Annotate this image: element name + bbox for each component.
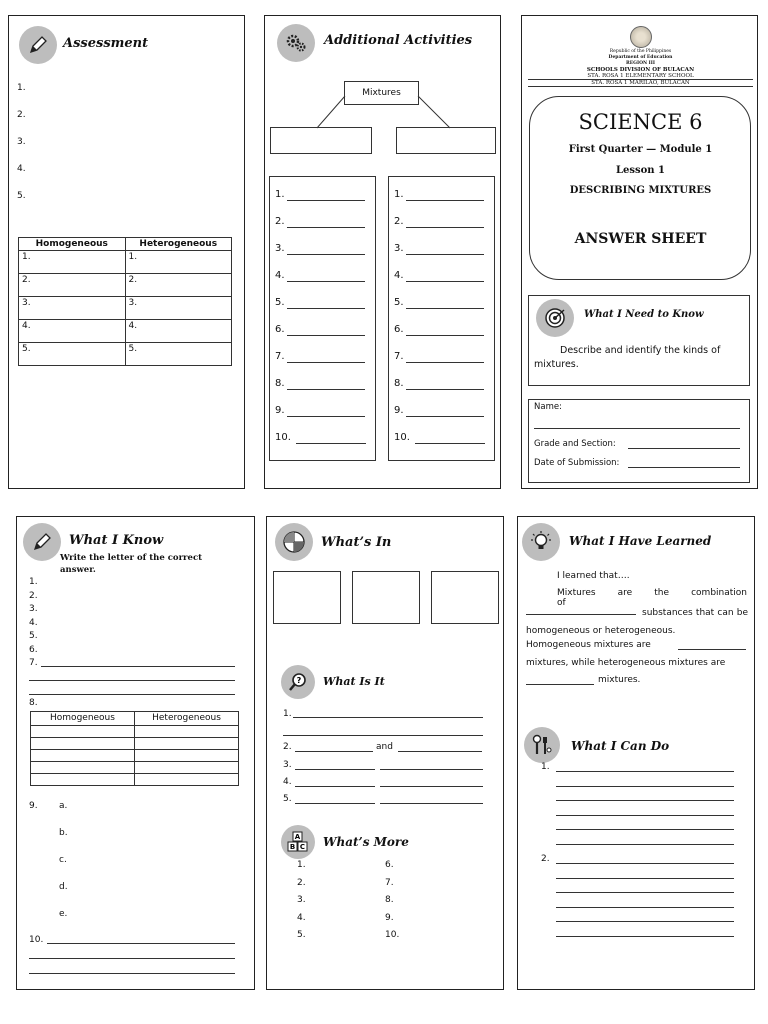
left-list-item: 2. [275, 216, 285, 227]
table-cell[interactable]: 4. [19, 320, 126, 343]
whats-more-item: 9. [385, 912, 394, 923]
answer-line[interactable] [287, 335, 365, 336]
know-item: 1. [29, 577, 38, 587]
table-cell[interactable]: 1. [19, 251, 126, 274]
assessment-item-3: 3. [17, 137, 26, 147]
know-instruction: Write the letter of the correct answer. [60, 553, 203, 575]
answer-line[interactable] [556, 800, 734, 801]
answer-line[interactable] [406, 389, 484, 390]
answer-line[interactable] [29, 958, 235, 959]
learned-p5: mixtures. [598, 675, 641, 685]
answer-line[interactable] [287, 416, 365, 417]
table-cell[interactable]: 2. [19, 274, 126, 297]
svg-text:A: A [294, 833, 301, 841]
answer-line[interactable] [398, 751, 482, 752]
know-item: 6. [29, 644, 38, 655]
topic-label: DESCRIBING MIXTURES [569, 185, 712, 196]
pencil-icon [19, 26, 57, 64]
answer-line[interactable] [380, 769, 483, 770]
what-is-it-item-2: 2. [283, 742, 292, 752]
table-cell[interactable]: 5. [19, 343, 126, 366]
answer-line[interactable] [406, 308, 484, 309]
answer-line[interactable] [295, 803, 375, 804]
abc-blocks-icon [281, 825, 315, 859]
answer-line[interactable] [556, 863, 734, 864]
right-list-item: 9. [394, 405, 404, 416]
answer-line[interactable] [287, 200, 365, 201]
table-header-homogeneous: Homogeneous [31, 712, 135, 726]
right-list-item: 2. [394, 216, 404, 227]
name-label: Name: [534, 402, 562, 412]
answer-line[interactable] [406, 362, 484, 363]
what-is-it-item-4: 4. [283, 777, 292, 787]
answer-line[interactable] [287, 254, 365, 255]
learned-p1: Mixtures are the combination of [557, 588, 747, 608]
whats-more-item: 5. [297, 930, 306, 940]
table-cell[interactable]: 3. [125, 297, 232, 320]
answer-line[interactable] [556, 829, 734, 830]
left-list-box [269, 176, 376, 461]
answer-line[interactable] [287, 227, 365, 228]
svg-text:?: ? [296, 676, 302, 685]
right-list-item: 6. [394, 324, 404, 335]
answer-line[interactable] [556, 907, 734, 908]
agency-line: SCHOOLS DIVISION OF BULACAN [586, 67, 695, 73]
answer-line[interactable] [415, 443, 485, 444]
date-label: Date of Submission: [534, 458, 620, 468]
answer-line[interactable] [295, 786, 375, 787]
whats-in-box-3[interactable] [431, 571, 499, 624]
table-cell[interactable] [31, 738, 135, 750]
deped-seal [630, 26, 652, 48]
answer-line[interactable] [287, 362, 365, 363]
learned-heading: What I Have Learned [569, 534, 712, 548]
what-is-it-item-3: 3. [283, 760, 292, 770]
mixtures-root-label: Mixtures [362, 88, 401, 98]
know-sub-item: c. [59, 855, 67, 865]
know-sub-item: a. [59, 801, 68, 811]
answer-line[interactable] [380, 803, 483, 804]
assessment-item-2: 2. [17, 110, 26, 120]
right-list-item: 4. [394, 270, 404, 281]
learned-intro: I learned that…. [557, 571, 630, 581]
answer-line[interactable] [41, 666, 235, 667]
subject-title: SCIENCE 6 [578, 110, 703, 134]
table-cell[interactable]: 4. [125, 320, 232, 343]
know-item: 3. [29, 604, 38, 614]
what-is-it-item-5: 5. [283, 794, 292, 804]
know-item-10: 10. [29, 935, 44, 945]
answer-line[interactable] [678, 649, 746, 650]
answer-line[interactable] [293, 717, 483, 718]
table-header-heterogeneous: Heterogeneous [125, 238, 232, 251]
left-list-item: 6. [275, 324, 285, 335]
puzzle-icon [275, 523, 313, 561]
learned-p2: substances that can be homogeneous or heterogeneous. [526, 608, 748, 636]
grade-field[interactable] [628, 448, 740, 449]
table-cell[interactable] [135, 762, 239, 774]
learned-p4: mixtures, while heterogeneous mixtures are [526, 658, 726, 668]
table-cell[interactable] [135, 726, 239, 738]
whats-more-item: 8. [385, 895, 394, 905]
and-word: and [376, 742, 393, 752]
whats-more-item: 2. [297, 877, 306, 888]
right-list-item: 5. [394, 297, 404, 308]
whats-in-panel [266, 516, 504, 990]
know-item-9: 9. [29, 801, 38, 811]
answer-line[interactable] [556, 892, 734, 893]
whats-more-item: 4. [297, 912, 306, 923]
know-table [30, 711, 239, 786]
answer-line[interactable] [556, 786, 734, 787]
whats-more-item: 10. [385, 930, 400, 940]
pencil-icon [23, 523, 61, 561]
magnifier-icon [281, 665, 315, 699]
right-list-box [388, 176, 495, 461]
cover-panel [521, 15, 758, 489]
answer-line[interactable] [283, 735, 483, 736]
whats-in-box-2[interactable] [352, 571, 420, 624]
know-sub-item: e. [59, 909, 68, 919]
answer-line[interactable] [406, 254, 484, 255]
answer-line[interactable] [380, 786, 483, 787]
left-list-item: 10. [275, 432, 291, 443]
table-cell[interactable] [135, 774, 239, 786]
whats-more-item: 1. [297, 860, 306, 870]
additional-activities-panel [264, 15, 501, 489]
lesson-label: Lesson 1 [615, 165, 666, 176]
table-cell[interactable]: 3. [19, 297, 126, 320]
answer-line[interactable] [556, 844, 734, 845]
answer-line[interactable] [295, 769, 375, 770]
assessment-item-1: 1. [17, 83, 26, 93]
answer-line[interactable] [556, 936, 734, 937]
answer-line[interactable] [526, 684, 594, 685]
answer-line[interactable] [287, 308, 365, 309]
can-do-item-1: 1. [541, 762, 550, 772]
agency-line: STA. ROSA 1 ELEMENTARY SCHOOL [528, 73, 753, 80]
assessment-panel [8, 15, 245, 489]
answer-line[interactable] [287, 281, 365, 282]
learned-p3: Homogeneous mixtures are [526, 640, 651, 650]
answer-line[interactable] [295, 751, 373, 752]
table-cell[interactable] [31, 750, 135, 762]
quarter-label: First Quarter — Module 1 [568, 144, 713, 155]
assessment-item-4: 4. [17, 164, 26, 174]
left-list-item: 5. [275, 297, 285, 308]
answer-line[interactable] [556, 771, 734, 772]
svg-text:B: B [289, 843, 296, 851]
table-cell[interactable] [31, 726, 135, 738]
assessment-heading: Assessment [63, 36, 149, 51]
table-cell[interactable]: 2. [125, 274, 232, 297]
answer-line[interactable] [47, 943, 235, 944]
table-cell[interactable] [31, 774, 135, 786]
table-header-homogeneous: Homogeneous [19, 238, 126, 251]
answer-line[interactable] [556, 878, 734, 879]
know-item: 2. [29, 590, 38, 601]
right-branch-box[interactable] [396, 127, 496, 154]
answer-line[interactable] [29, 973, 235, 974]
answer-line[interactable] [406, 416, 484, 417]
left-list-item: 8. [275, 378, 285, 389]
answer-line[interactable] [29, 694, 235, 695]
grade-label: Grade and Section: [534, 439, 616, 449]
know-item-7: 7. [29, 658, 38, 668]
whats-more-item: 7. [385, 877, 394, 888]
what-i-have-learned-panel [517, 516, 755, 990]
agency-line: STA. ROSA 1 MARILAO, BULACAN [528, 80, 753, 87]
know-item-8: 8. [29, 698, 38, 708]
answer-line[interactable] [556, 921, 734, 922]
what-i-know-panel [16, 516, 255, 990]
right-list-item: 1. [394, 189, 404, 200]
additional-heading: Additional Activities [324, 33, 473, 48]
agency-header [522, 49, 759, 87]
right-list-item: 3. [394, 243, 404, 254]
table-cell[interactable] [31, 762, 135, 774]
mixtures-root-box [344, 81, 419, 105]
agency-line: REGION III [625, 61, 656, 66]
answer-line[interactable] [296, 443, 366, 444]
answer-line[interactable] [287, 389, 365, 390]
what-is-it-item-1: 1. [283, 709, 292, 719]
table-header-heterogeneous: Heterogeneous [135, 712, 239, 726]
left-list-item: 9. [275, 405, 285, 416]
left-list-item: 7. [275, 351, 285, 362]
answer-line[interactable] [406, 200, 484, 201]
what-is-it-heading: What Is It [323, 675, 385, 688]
whats-more-heading: What’s More [323, 835, 409, 849]
know-heading: What I Know [69, 533, 164, 548]
know-item: 5. [29, 631, 38, 641]
assessment-item-5: 5. [17, 191, 26, 201]
tools-icon [524, 727, 560, 763]
whats-more-item: 6. [385, 860, 394, 870]
can-do-item-2: 2. [541, 854, 550, 864]
left-list-item: 3. [275, 243, 285, 254]
svg-text:C: C [299, 843, 306, 851]
assessment-table [18, 237, 232, 366]
whats-more-item: 3. [297, 895, 306, 905]
table-cell[interactable] [135, 750, 239, 762]
left-list-item: 1. [275, 189, 285, 200]
table-cell[interactable]: 5. [125, 343, 232, 366]
agency-line: Department of Education [608, 55, 673, 60]
answer-line[interactable] [406, 227, 484, 228]
table-cell[interactable] [135, 738, 239, 750]
target-icon [536, 299, 574, 337]
can-do-heading: What I Can Do [571, 739, 670, 753]
name-field[interactable] [534, 428, 740, 429]
know-sub-item: b. [59, 828, 68, 838]
left-branch-box[interactable] [270, 127, 372, 154]
left-list-item: 4. [275, 270, 285, 281]
answer-line[interactable] [406, 281, 484, 282]
whats-in-box-1[interactable] [273, 571, 341, 624]
need-heading: What I Need to Know [584, 309, 704, 320]
lightbulb-icon [522, 523, 560, 561]
table-cell[interactable]: 1. [125, 251, 232, 274]
agency-line: Republic of the Philippines [609, 49, 672, 54]
know-sub-item: d. [59, 882, 68, 892]
right-list-item: 10. [394, 432, 410, 443]
date-field[interactable] [628, 467, 740, 468]
whats-in-heading: What’s In [321, 535, 392, 550]
answer-line[interactable] [29, 680, 235, 681]
right-list-item: 7. [394, 351, 404, 362]
answer-line[interactable] [406, 335, 484, 336]
know-item: 4. [29, 617, 38, 628]
answer-sheet-label: ANSWER SHEET [574, 231, 707, 247]
answer-line[interactable] [556, 815, 734, 816]
need-text: Describe and identify the kinds of mixtures. [534, 345, 721, 370]
right-list-item: 8. [394, 378, 404, 389]
